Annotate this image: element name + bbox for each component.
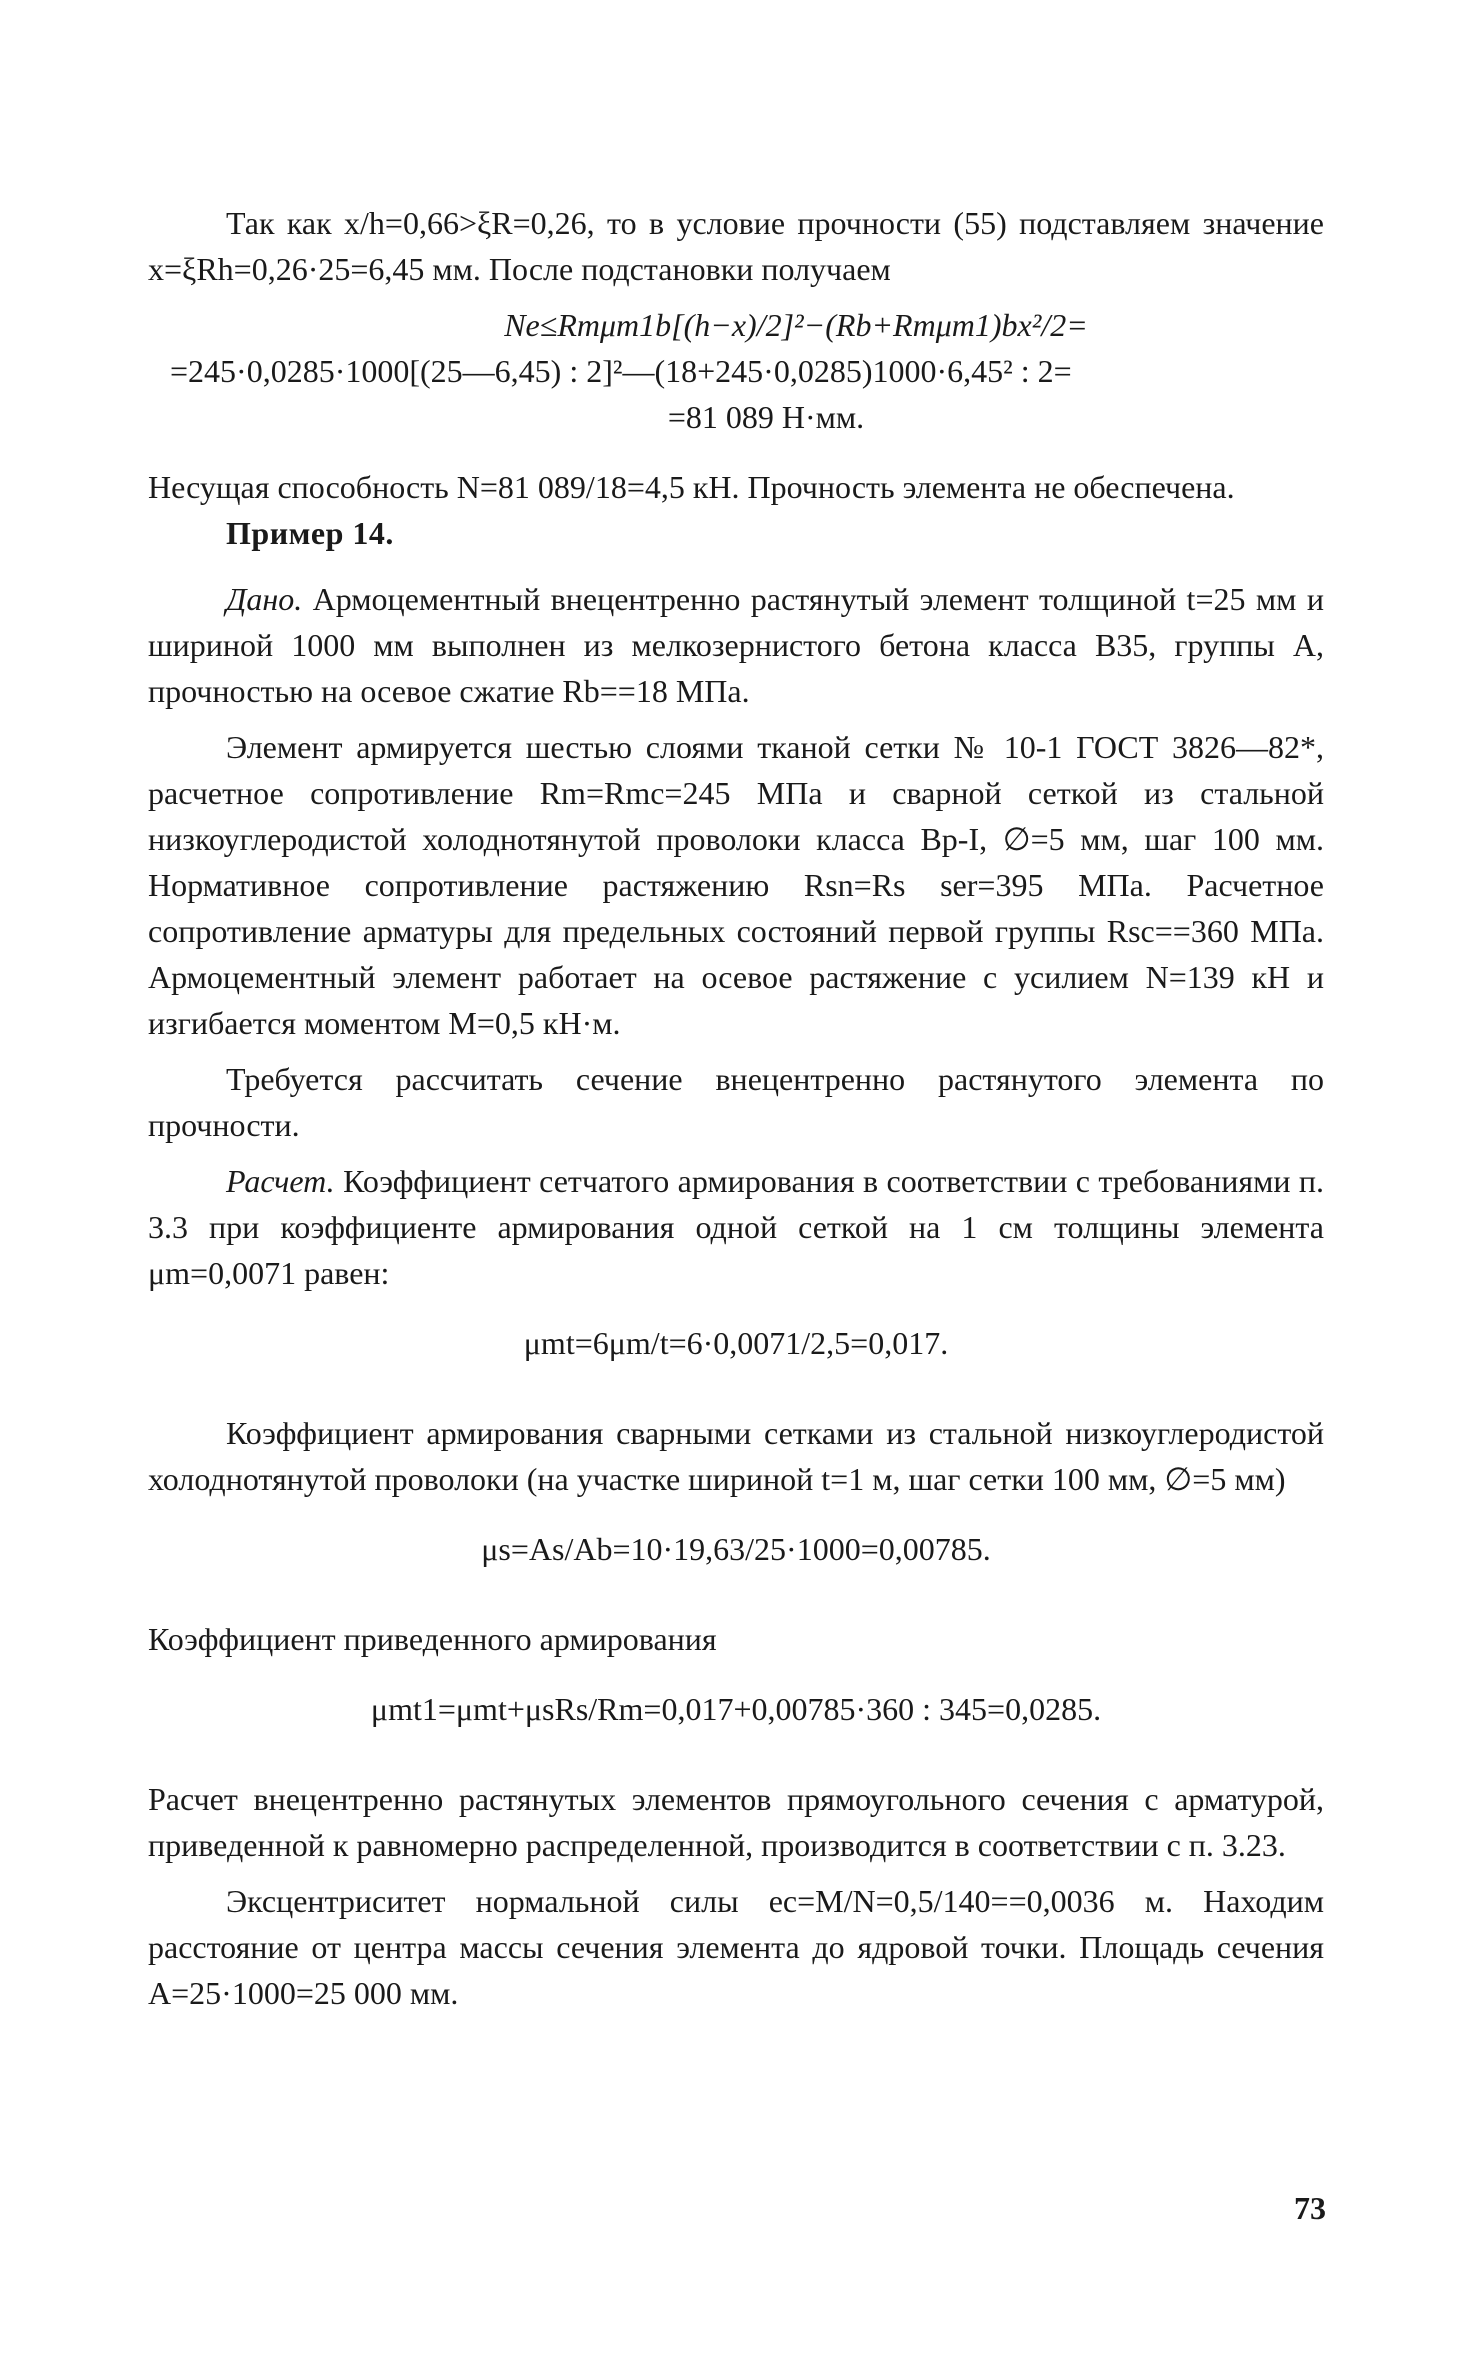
paragraph-eccentric-calc: Расчет внецентренно растянутых элементов прямоугольного сечения с арматурой, приведенной к равномерно распределенной, производится в соответствии с п. 3.23. <box>148 1781 1324 1863</box>
paragraph-given <box>148 576 1324 714</box>
calculation-text: Коэффициент сетчатого армирования в соответствии с требованиями п. 3.3 при коэффициенте армирования одной сеткой на 1 см толщины элемента μm=0,0071 равен: <box>148 1163 1324 1291</box>
page-body <box>148 200 1324 2016</box>
example-heading: Пример 14. <box>226 515 394 551</box>
equation-1-line-2: =245·0,0285·1000[(25—6,45) : 2]²—(18+245·0,0285)1000·6,45² : 2= <box>170 353 1072 389</box>
equation-3: μs=As/Ab=10·19,63/25·1000=0,00785. <box>481 1531 991 1567</box>
equation-1-line-3: =81 089 Н·мм. <box>667 399 865 435</box>
page-number: 73 <box>1294 2190 1326 2226</box>
paragraph-reinforcement: Элемент армируется шестью слоями тканой сетки № 10-1 ГОСТ 3826—82*, расчетное сопротивление Rm=Rmc=245 МПа и сварной сеткой из стальной низкоуглеродистой холоднотянутой проволоки класса Вр-I, ∅=5 мм, шаг 100 мм. Нормативное сопротивление растяжению Rsn=Rs ser=395 МПа. Расчетное сопротивление арматуры для предельных состояний первой группы Rsc==360 МПа. Армоцементный элемент работает на осевое растяжение с усилием N=139 кН и изгибается моментом M=0,5 кН·м. <box>148 729 1324 1041</box>
given-label: Дано. <box>226 581 303 617</box>
paragraph-capacity: Несущая способность N=81 089/18=4,5 кН. Прочность элемента не обеспечена. <box>148 469 1235 505</box>
equation-4: μmt1=μmt+μsRs/Rm=0,017+0,00785·360 : 345=0,0285. <box>370 1691 1102 1727</box>
paragraph-calculation <box>148 1158 1324 1296</box>
equation-1-line-1: Ne≤Rmμm1b[(h−x)/2]²−(Rb+Rmμm1)bx²/2= <box>504 307 1088 343</box>
paragraph-reduced-reinforcement: Коэффициент приведенного армирования <box>148 1621 717 1657</box>
paragraph-welded-mesh: Коэффициент армирования сварными сетками из стальной низкоуглеродистой холоднотянутой проволоки (на участке шириной t=1 м, шаг сетки 100 мм, ∅=5 мм) <box>148 1415 1324 1497</box>
paragraph-task: Требуется рассчитать сечение внецентренно растянутого элемента по прочности. <box>148 1061 1324 1143</box>
equation-2: μmt=6μm/t=6·0,0071/2,5=0,017. <box>523 1325 949 1361</box>
paragraph-intro: Так как x/h=0,66>ξR=0,26, то в условие прочности (55) подставляем значение x=ξRh=0,26·25=6,45 мм. После подстановки получаем <box>148 205 1324 287</box>
paragraph-eccentricity: Эксцентриситет нормальной силы ec=M/N=0,5/140==0,0036 м. Находим расстояние от центра массы сечения элемента до ядровой точки. Площадь сечения A=25·1000=25 000 мм. <box>148 1883 1324 2011</box>
given-text: Армоцементный внецентренно растянутый элемент толщиной t=25 мм и шириной 1000 мм выполнен из мелкозернистого бетона класса В35, группы А, прочностью на осевое сжатие Rb==18 МПа. <box>148 581 1324 709</box>
calculation-label: Расчет. <box>226 1163 335 1199</box>
